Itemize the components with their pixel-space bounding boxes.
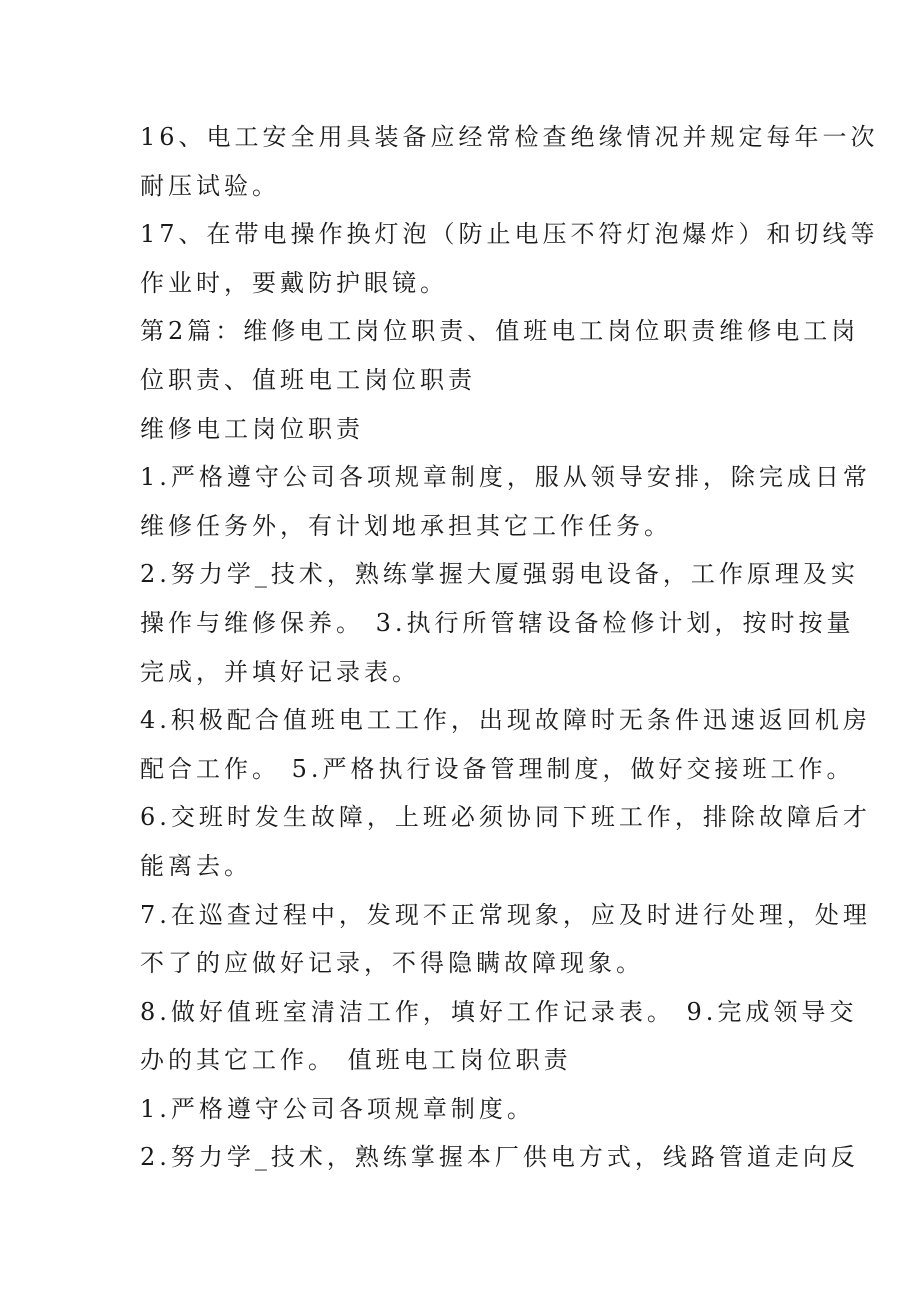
text-line-17: 7.在巡查过程中，发现不正常现象，应及时进行处理，处理 bbox=[140, 900, 871, 929]
text-line-11: 操作与维修保养。 3.执行所管辖设备检修计划，按时按量 bbox=[140, 608, 855, 637]
text-line-18: 不了的应做好记录，不得隐瞒故障现象。 bbox=[140, 949, 644, 978]
text-line-13: 4.积极配合值班电工工作，出现故障时无条件迅速返回机房 bbox=[140, 706, 871, 735]
text-line-19: 8.做好值班室清洁工作，填好工作记录表。 9.完成领导交 bbox=[140, 997, 858, 1026]
text-line-3: 17、在带电操作换灯泡（防止电压不符灯泡爆炸）和切线等 bbox=[140, 220, 879, 249]
text-line-20: 办的其它工作。 值班电工岗位职责 bbox=[140, 1046, 572, 1075]
text-line-2: 耐压试验。 bbox=[140, 171, 280, 200]
subsection-heading: 维修电工岗位职责 bbox=[140, 414, 364, 443]
text-line-16: 能离去。 bbox=[140, 851, 252, 880]
text-line-15: 6.交班时发生故障，上班必须协同下班工作，排除故障后才 bbox=[140, 803, 871, 832]
text-line-22: 2.努力学_技术，熟练掌握本厂供电方式，线路管道走向反 bbox=[140, 1143, 859, 1172]
text-line-4: 作业时，要戴防护眼镜。 bbox=[140, 268, 448, 297]
document-body bbox=[140, 113, 879, 1182]
text-line-10: 2.努力学_技术，熟练掌握大厦强弱电设备，工作原理及实 bbox=[140, 560, 859, 589]
text-line-8: 1.严格遵守公司各项规章制度，服从领导安排，除完成日常 bbox=[140, 463, 871, 492]
text-line-12: 完成，并填好记录表。 bbox=[140, 657, 420, 686]
section-heading-line-1: 第2篇：维修电工岗位职责、值班电工岗位职责维修电工岗 bbox=[140, 317, 860, 346]
text-line-1: 16、电工安全用具装备应经常检查绝缘情况并规定每年一次 bbox=[140, 123, 879, 151]
text-line-14: 配合工作。 5.严格执行设备管理制度，做好交接班工作。 bbox=[140, 754, 855, 783]
section-heading-line-2: 位职责、值班电工岗位职责 bbox=[140, 365, 476, 394]
text-line-9: 维修任务外，有计划地承担其它工作任务。 bbox=[140, 511, 672, 540]
text-line-21: 1.严格遵守公司各项规章制度。 bbox=[140, 1094, 535, 1123]
